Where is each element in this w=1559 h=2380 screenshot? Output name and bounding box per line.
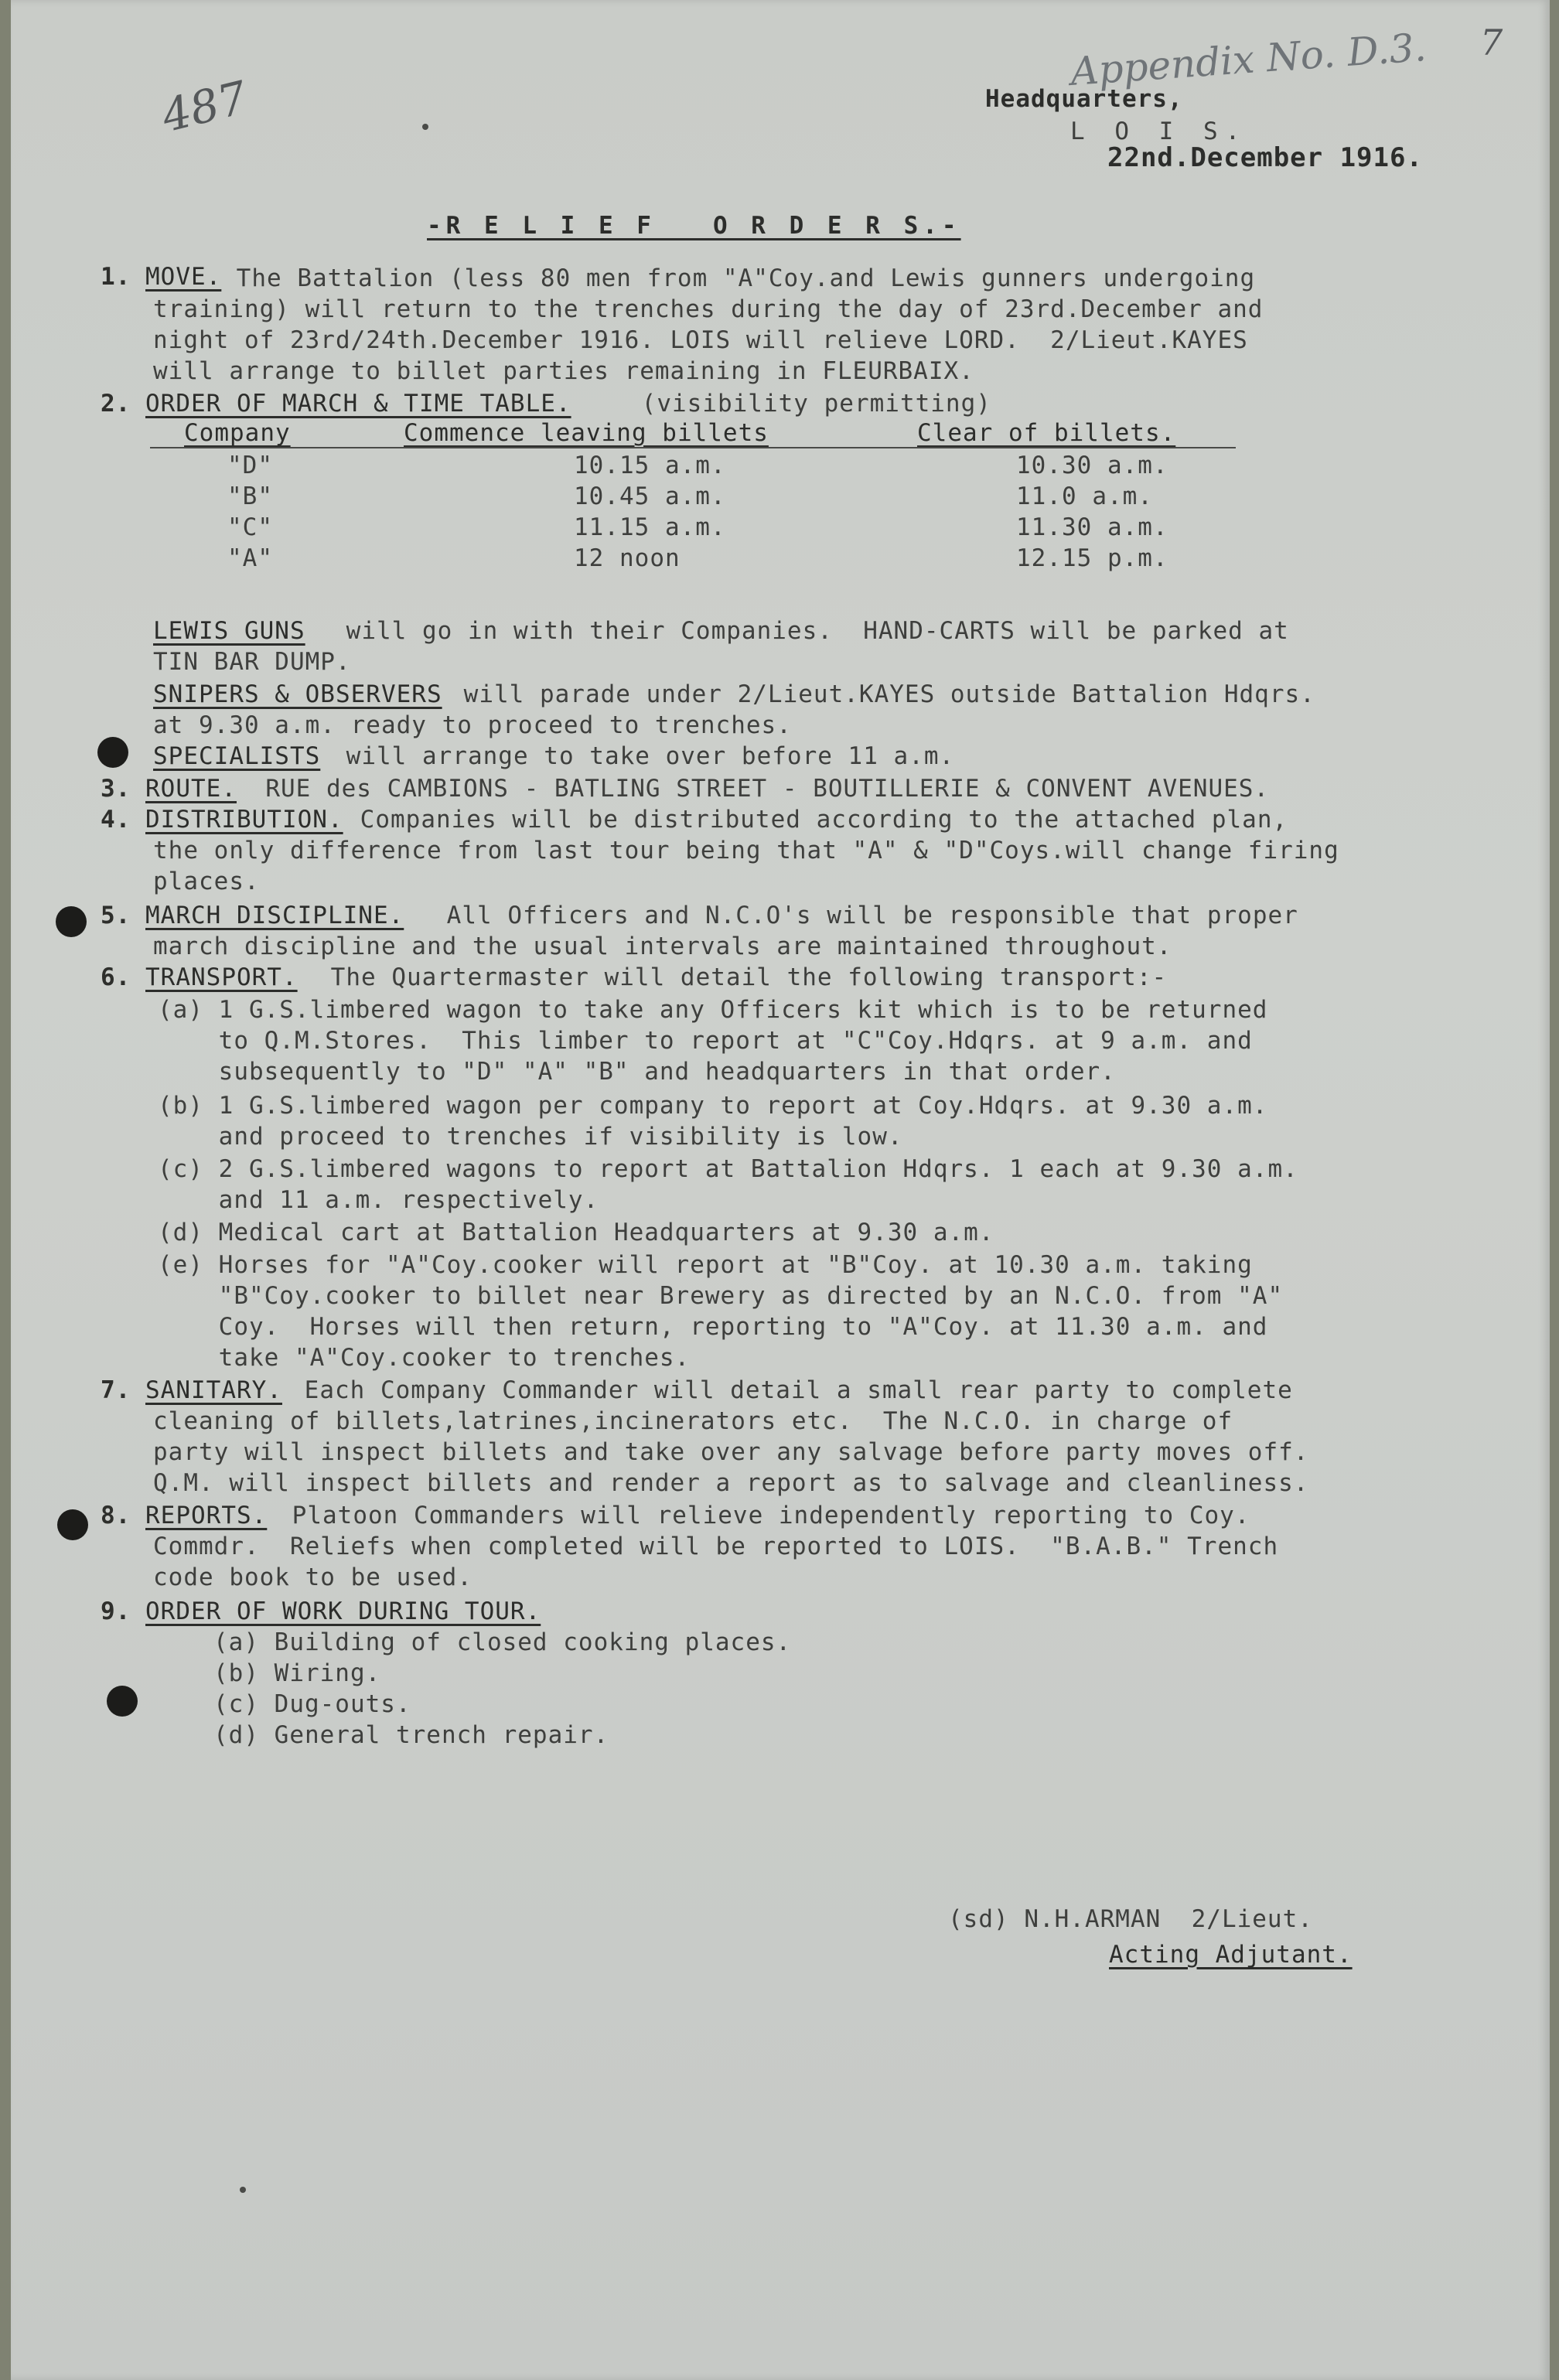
signature-line: (sd) N.H.ARMAN 2/Lieut.	[948, 1905, 1313, 1933]
transport-item-e: take "A"Coy.cooker to trenches.	[158, 1344, 691, 1372]
move-text-line: will arrange to billet parties remaining in FLEURBAIX.	[153, 357, 974, 385]
transport-item-c: (c) 2 G.S.limbered wagons to report at Battalion Hdqrs. 1 each at 9.30 a.m.	[158, 1155, 1298, 1183]
list-item: (a) Building of closed cooking places.	[213, 1628, 792, 1656]
note-heading-snipers: SNIPERS & OBSERVERS	[153, 680, 442, 708]
timetable-start: 12 noon	[574, 544, 681, 572]
table-row	[11, 543, 1550, 574]
section-heading-order-of-march: ORDER OF MARCH & TIME TABLE.	[145, 390, 571, 418]
section-heading-transport: TRANSPORT.	[145, 963, 298, 991]
march-discipline-text-line: All Officers and N.C.O's will be responsible that proper	[432, 902, 1298, 929]
punch-hole	[107, 1686, 138, 1717]
list-item: (b) Wiring.	[213, 1659, 381, 1687]
section-heading-sanitary: SANITARY.	[145, 1376, 282, 1404]
signature-title: Acting Adjutant.	[1109, 1941, 1353, 1969]
corner-mark-handwritten: 7	[1480, 22, 1503, 63]
sanitary-text-line: party will inspect billets and take over any salvage before party moves off.	[153, 1438, 1309, 1466]
sanitary-text-line: Q.M. will inspect billets and render a report as to salvage and cleanliness.	[153, 1469, 1309, 1497]
section-heading-reports: REPORTS.	[145, 1502, 268, 1529]
march-discipline-text-line: march discipline and the usual intervals are maintained throughout.	[153, 933, 1172, 960]
sanitary-text-line: Each Company Commander will detail a small rear party to complete	[289, 1376, 1293, 1404]
transport-item-a: subsequently to "D" "A" "B" and headquarters in that order.	[158, 1058, 1116, 1086]
reports-text-line: code book to be used.	[153, 1563, 472, 1591]
transport-item-d: (d) Medical cart at Battalion Headquarters at 9.30 a.m.	[158, 1219, 994, 1246]
route-text: RUE des CAMBIONS - BATLING STREET - BOUTILLERIE & CONVENT AVENUES.	[235, 775, 1270, 803]
list-item: (d) General trench repair.	[213, 1721, 609, 1749]
header-headquarters: Headquarters,	[985, 85, 1183, 113]
timetable-clear: 12.15 p.m.	[1016, 544, 1168, 572]
header-location: L O I S.	[1070, 118, 1248, 145]
timetable-col-clear: Clear of billets.	[917, 419, 1176, 447]
timetable-clear: 10.30 a.m.	[1016, 452, 1168, 479]
reports-text-line: Platoon Commanders will relieve independently reporting to Coy.	[277, 1502, 1250, 1529]
punch-hole	[57, 1509, 88, 1540]
section-number: 4.	[101, 806, 131, 834]
transport-item-b: (b) 1 G.S.limbered wagon per company to report at Coy.Hdqrs. at 9.30 a.m.	[158, 1092, 1268, 1120]
timetable-company: "C"	[227, 513, 273, 541]
timetable-start: 10.15 a.m.	[574, 452, 726, 479]
distribution-text-line: the only difference from last tour being that "A" & "D"Coys.will change firing	[153, 837, 1339, 864]
table-row	[11, 481, 1550, 512]
note-text: will parade under 2/Lieut.KAYES outside Battalion Hdqrs.	[449, 680, 1315, 708]
move-text-line: training) will return to the trenches during the day of 23rd.December and	[153, 295, 1264, 323]
transport-item-a: (a) 1 G.S.limbered wagon to take any Officers kit which is to be returned	[158, 996, 1268, 1024]
note-text: will go in with their Companies. HAND-CARTS will be parked at	[331, 617, 1289, 645]
section-number: 5.	[101, 902, 131, 929]
section-number: 7.	[101, 1376, 131, 1404]
transport-item-c: and 11 a.m. respectively.	[158, 1186, 599, 1214]
transport-item-e: Coy. Horses will then return, reporting to "A"Coy. at 11.30 a.m. and	[158, 1313, 1268, 1341]
note-heading-specialists: SPECIALISTS	[153, 742, 321, 770]
reports-text-line: Commdr. Reliefs when completed will be reported to LOIS. "B.A.B." Trench	[153, 1533, 1279, 1560]
move-text-line: The Battalion (less 80 men from "A"Coy.and Lewis gunners undergoing	[221, 264, 1256, 292]
ink-speck	[422, 124, 428, 130]
timetable	[11, 418, 1550, 588]
transport-item-b: and proceed to trenches if visibility is low.	[158, 1123, 903, 1151]
section-number: 9.	[101, 1597, 131, 1625]
order-of-march-note: (visibility permitting)	[626, 390, 991, 418]
note-text: at 9.30 a.m. ready to proceed to trenches.	[153, 711, 792, 739]
section-heading-route: ROUTE.	[145, 775, 237, 803]
transport-item-e: (e) Horses for "A"Coy.cooker will report at "B"Coy. at 10.30 a.m. taking	[158, 1251, 1253, 1279]
ink-speck	[240, 2187, 246, 2193]
transport-item-e: "B"Coy.cooker to billet near Brewery as directed by an N.C.O. from "A"	[158, 1282, 1284, 1310]
list-item: (c) Dug-outs.	[213, 1690, 411, 1718]
section-heading-order-of-work: ORDER OF WORK DURING TOUR.	[145, 1597, 541, 1625]
header-date: 22nd.December 1916.	[1107, 142, 1423, 173]
distribution-text-line: Companies will be distributed according to the attached plan,	[345, 806, 1288, 834]
section-heading-distribution: DISTRIBUTION.	[145, 806, 343, 834]
section-number: 8.	[101, 1502, 131, 1529]
document-page	[11, 0, 1550, 2380]
punch-hole	[56, 906, 87, 937]
appendix-stamp: Appendix No. D.3.	[1069, 25, 1428, 94]
section-number: 6.	[101, 963, 131, 991]
section-heading-march-discipline: MARCH DISCIPLINE.	[145, 902, 404, 929]
section-number: 3.	[101, 775, 131, 803]
document-title: -R E L I E F O R D E R S.-	[427, 212, 961, 240]
section-number: 2.	[101, 390, 131, 418]
distribution-text-line: places.	[153, 868, 260, 895]
move-text-line: night of 23rd/24th.December 1916. LOIS will relieve LORD. 2/Lieut.KAYES	[153, 326, 1248, 354]
section-number: 1.	[101, 263, 131, 291]
punch-hole	[97, 737, 128, 768]
timetable-col-commence: Commence leaving billets	[404, 419, 769, 447]
sanitary-text-line: cleaning of billets,latrines,incinerators etc. The N.C.O. in charge of	[153, 1407, 1233, 1435]
timetable-col-company: Company	[184, 419, 291, 447]
timetable-clear: 11.30 a.m.	[1016, 513, 1168, 541]
note-heading-lewis-guns: LEWIS GUNS	[153, 617, 305, 645]
timetable-clear: 11.0 a.m.	[1016, 482, 1153, 510]
timetable-company: "D"	[227, 452, 273, 479]
timetable-company: "A"	[227, 544, 273, 572]
page-reference-handwritten: 487	[156, 70, 253, 143]
timetable-rule	[150, 447, 1236, 448]
timetable-start: 10.45 a.m.	[574, 482, 726, 510]
note-text: will arrange to take over before 11 a.m.	[331, 742, 955, 770]
table-row	[11, 512, 1550, 543]
table-row	[11, 450, 1550, 481]
note-text: TIN BAR DUMP.	[153, 648, 351, 676]
timetable-company: "B"	[227, 482, 273, 510]
timetable-start: 11.15 a.m.	[574, 513, 726, 541]
section-heading-move: MOVE.	[145, 263, 222, 291]
transport-item-a: to Q.M.Stores. This limber to report at "C"Coy.Hdqrs. at 9 a.m. and	[158, 1027, 1253, 1055]
transport-text-line: The Quartermaster will detail the following transport:-	[316, 963, 1168, 991]
